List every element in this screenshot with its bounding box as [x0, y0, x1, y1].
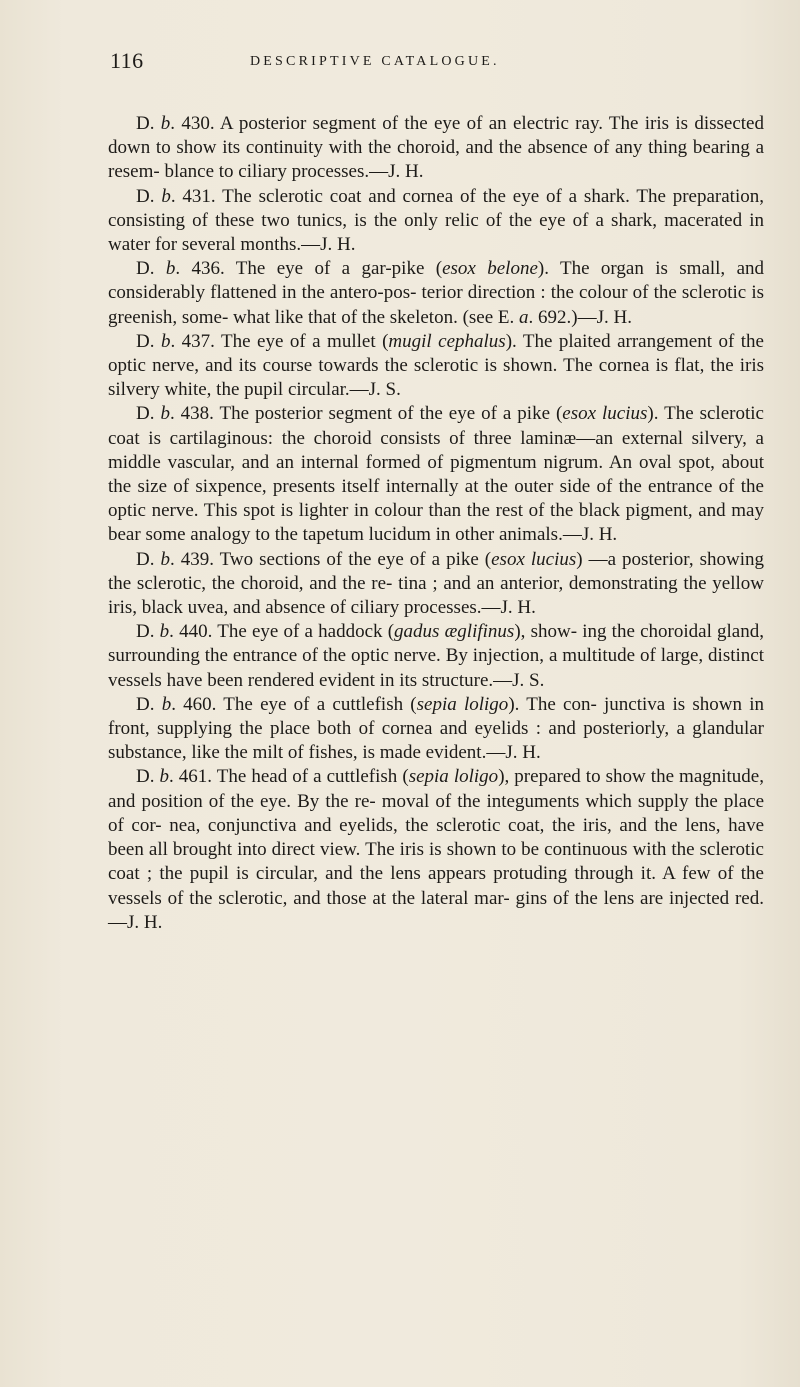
entry-text: D.	[136, 621, 160, 643]
italic-text: sepia loligo	[416, 693, 509, 715]
entry-text: D.	[136, 330, 161, 352]
entry-text: ), show- ing the choroidal gland, surrounding the entrance of the optic nerve. By injection, a multitude of large, distinct vessels have been rendered evident in its structure.—J. S.	[108, 621, 764, 691]
entry-text: ) —a posterior, showing the sclerotic, the choroid, and the re- tina ; and an anterior, demonstrating the yellow iris, black uvea, and absence of ciliary processes.—J. H.	[108, 548, 764, 619]
italic-text: b	[159, 766, 170, 788]
entry-text: . 437. The eye of a mullet (	[170, 330, 389, 352]
italic-text: esox belone	[442, 258, 538, 280]
entry-text: . 430. A posterior segment of the eye of an electric ray. The iris is dissected down to show its continuity with the choroid, and the absence of any thing bearing a resem- blance to ciliary processes.—J. H.	[108, 113, 764, 183]
italic-text: b	[165, 258, 176, 280]
entry-text: D.	[136, 403, 161, 425]
catalogue-entry	[108, 693, 764, 766]
catalogue-entry	[108, 330, 764, 403]
entry-text: D.	[136, 258, 166, 280]
catalogue-entry	[108, 112, 764, 185]
entry-text: . 692.)—J. H.	[528, 306, 632, 328]
italic-text: b	[159, 621, 170, 643]
italic-text: esox lucius	[491, 548, 577, 570]
catalogue-entry	[108, 620, 764, 693]
entry-text: . 440. The eye of a haddock (	[169, 621, 395, 643]
italic-text: b	[160, 113, 171, 134]
catalogue-entry	[108, 257, 764, 330]
entry-text: ). The sclerotic coat is cartilaginous: the choroid consists of three laminæ—an external silvery, a middle vascular, and an internal formed of pigmentum nigrum. An oval spot, about the size of sixpence, presents itself internally at the outer side of the entrance of the optic nerve. This spot is lighter in colour than the rest of the black pigment, and may bear some analogy to the tapetum lucidum in other animals.—J. H.	[108, 403, 764, 546]
italic-text: b	[160, 403, 170, 425]
italic-text: gadus æglifinus	[394, 621, 515, 643]
entry-text: ). The con- junctiva is shown in front, supplying the place both of cornea and eyelids : and posteriorly, a glandular substance, like the milt of fishes, is made evident.—J. H.	[108, 693, 764, 764]
catalogue-entry	[108, 402, 764, 547]
entry-text: . 431. The sclerotic coat and cornea of the eye of a shark. The preparation, consisting of these two tunics, is the only relic of the eye of a shark, macerated in water for several months.—J. H.	[108, 185, 764, 256]
italic-text: b	[160, 548, 170, 570]
entry-text: D.	[136, 766, 160, 788]
italic-text: b	[161, 693, 172, 715]
entry-text: D.	[136, 113, 161, 134]
entry-text: . 438. The posterior segment of the eye of a pike (	[169, 403, 563, 425]
italic-text: b	[160, 330, 171, 352]
catalogue-entry	[108, 765, 764, 934]
entry-text: D.	[136, 548, 161, 570]
running-title: DESCRIPTIVE CATALOGUE.	[250, 54, 500, 69]
entry-text: . 439. Two sections of the eye of a pike (	[169, 548, 492, 570]
catalogue-entry	[108, 548, 764, 621]
entry-text: ). The organ is small, and considerably flattened in the antero-pos- terior direction : the colour of the sclerotic is greenish, some- what like that of the skeleton. (see E.	[108, 258, 764, 328]
italic-text: mugil cephalus	[388, 330, 506, 352]
entry-text: D.	[136, 185, 162, 207]
page-number: 116	[110, 48, 144, 73]
entry-text: . 436. The eye of a gar-pike (	[175, 258, 443, 280]
entry-text: . 460. The eye of a cuttlefish (	[171, 693, 417, 715]
italic-text: b	[161, 185, 171, 207]
entry-text: D.	[136, 693, 162, 715]
italic-text: esox lucius	[562, 403, 648, 425]
entry-text: ). The plaited arrangement of the optic nerve, and its course towards the sclerotic is shown. The cornea is flat, the iris silvery white, the pupil circular.—J. S.	[108, 330, 764, 401]
entry-text: ), prepared to show the magnitude, and position of the eye. By the re- moval of the integuments which supply the place of cor- nea, conjunctiva and eyelids, the sclerotic coat, the iris, and the lens, have been all brought into direct view. The iris is shown to be continuous with the sclerotic coat ; the pupil is circular, and the lens appears protuding through it. A few of the vessels of the sclerotic, and those at the lateral mar- gins of the lens are injected red.—J. H.	[108, 766, 764, 933]
italic-text: a	[519, 306, 529, 328]
catalogue-entries	[108, 112, 764, 935]
entry-text: . 461. The head of a cuttlefish (	[169, 766, 409, 788]
page-header	[110, 48, 750, 80]
italic-text: sepia loligo	[408, 766, 499, 788]
catalogue-entry	[108, 185, 764, 258]
